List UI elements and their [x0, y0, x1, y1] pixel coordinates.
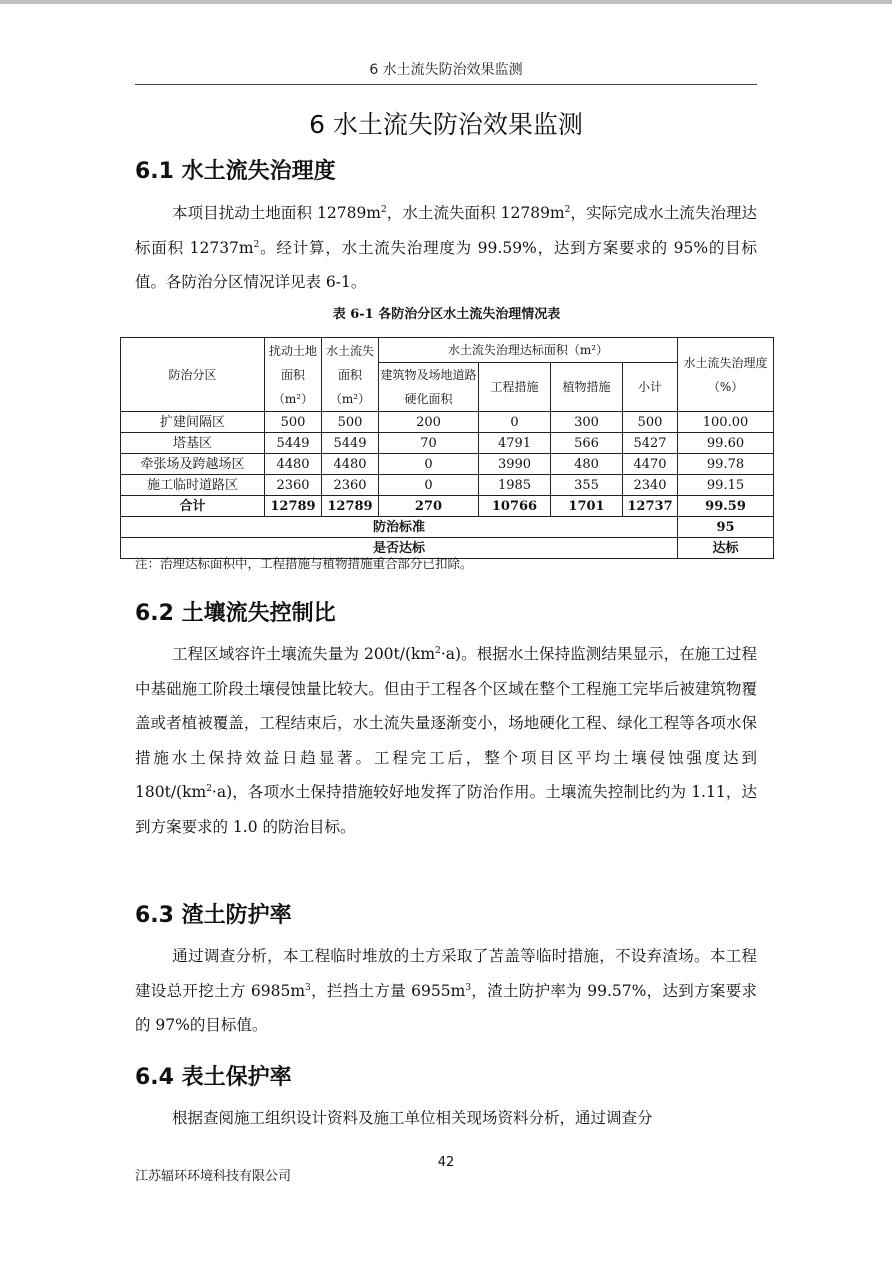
section-6-3-title: 6.3 渣土防护率: [135, 903, 292, 928]
header-disturbed-area: 扰动土地面积（m²）: [265, 338, 322, 412]
table-header-row: [121, 338, 774, 363]
text-run: ·a)，各项水土保持措施较好地发挥了防治作用。土壤流失控制比约为 1.11，达到方案要求的 1.0 的防治目标。: [135, 783, 757, 836]
superscript: 3: [305, 982, 311, 993]
cell-building: 70: [379, 433, 479, 454]
header-zone: 防治分区: [121, 338, 265, 412]
section-6-4-paragraph: [135, 1101, 757, 1136]
table-note: 注：治理达标面积中，工程措施与植物措施重合部分已扣除。: [135, 556, 473, 571]
cell-vegetation: 355: [551, 475, 623, 496]
header-treated-group: 水土流失治理达标面积（m²）: [379, 338, 678, 363]
superscript: 2: [206, 783, 212, 794]
section-6-2-paragraph: [135, 637, 757, 844]
cell-degree: 100.00: [678, 412, 774, 433]
cell-building: 270: [379, 496, 479, 517]
cell-zone: 合计: [121, 496, 265, 517]
cell-zone: 牵张场及跨越场区: [121, 454, 265, 475]
section-6-1-title: 6.1 水土流失治理度: [135, 159, 336, 184]
cell-subtotal: 4470: [623, 454, 678, 475]
header-subtotal: 小计: [623, 363, 678, 412]
cell-zone: 扩建间隔区: [121, 412, 265, 433]
page-top-border: [0, 0, 892, 4]
cell-met-label: 是否达标: [121, 538, 678, 559]
text-run: ，水土流失面积 12789m: [386, 204, 565, 222]
cell-vegetation: 300: [551, 412, 623, 433]
cell-loss: 4480: [322, 454, 379, 475]
cell-loss: 12789: [322, 496, 379, 517]
cell-engineering: 0: [479, 412, 551, 433]
cell-disturbed: 2360: [265, 475, 322, 496]
cell-building: 0: [379, 454, 479, 475]
cell-loss: 500: [322, 412, 379, 433]
table-row: [121, 412, 774, 433]
superscript: 2: [381, 204, 387, 215]
cell-degree: 99.78: [678, 454, 774, 475]
page-number: 42: [437, 1155, 455, 1170]
cell-subtotal: 500: [623, 412, 678, 433]
section-6-4-title: 6.4 表土保护率: [135, 1065, 292, 1090]
cell-engineering: 10766: [479, 496, 551, 517]
governance-table: [120, 337, 774, 559]
cell-met-value: 达标: [678, 538, 774, 559]
cell-building: 200: [379, 412, 479, 433]
cell-vegetation: 1701: [551, 496, 623, 517]
superscript: 3: [465, 982, 472, 993]
cell-engineering: 1985: [479, 475, 551, 496]
cell-subtotal: 5427: [623, 433, 678, 454]
cell-engineering: 3990: [479, 454, 551, 475]
company-name: 江苏辐环环境科技有限公司: [135, 1169, 292, 1184]
header-loss-area: 水土流失面积（m²）: [322, 338, 379, 412]
cell-degree: 99.59: [678, 496, 774, 517]
text-run: 通过调查分析，本工程临时堆放的土方采取了苫盖等临时措施，不设弃渣场。本工程建设总开挖土方 6985m: [135, 947, 757, 1000]
table-row: [121, 475, 774, 496]
text-run: 工程区域容许土壤流失量为 200t/(km: [172, 645, 436, 663]
header-degree: 水土流失治理度（%）: [678, 338, 774, 412]
text-run: ·a)。根据水土保持监测结果显示，在施工过程中基础施工阶段土壤侵蚀量比较大。但由于工程各个区域在整个工程施工完毕后被建筑物覆盖或者植被覆盖，工程结束后，水土流失量逐渐变小，场地硬化工程、绿化工程等各项水保措施水土保持效益日趋显著。工程完工后，整个项目区平均土壤侵蚀强度达到 180t/(km: [135, 645, 757, 801]
table-row: [121, 433, 774, 454]
table-total-row: [121, 496, 774, 517]
cell-building: 0: [379, 475, 479, 496]
table-caption: 表 6-1 各防治分区水土流失治理情况表: [332, 307, 561, 322]
text-run: ，实际完成水土流失治理达标面积 12737m: [135, 204, 757, 257]
cell-engineering: 4791: [479, 433, 551, 454]
table-row: [121, 454, 774, 475]
cell-standard-label: 防治标准: [121, 517, 678, 538]
section-6-3-paragraph: [135, 939, 757, 1043]
cell-disturbed: 4480: [265, 454, 322, 475]
running-header: 6 水土流失防治效果监测: [369, 62, 523, 78]
superscript: 2: [253, 239, 260, 250]
cell-disturbed: 500: [265, 412, 322, 433]
cell-degree: 99.60: [678, 433, 774, 454]
cell-standard-value: 95: [678, 517, 774, 538]
cell-zone: 塔基区: [121, 433, 265, 454]
cell-subtotal: 2340: [623, 475, 678, 496]
text-run: 。经计算，水土流失治理度为 99.59%，达到方案要求的 95%的目标值。各防治分区情况详见表 6-1。: [135, 238, 757, 291]
section-6-1-paragraph: [135, 196, 757, 300]
cell-loss: 5449: [322, 433, 379, 454]
cell-disturbed: 12789: [265, 496, 322, 517]
text-run: ，渣土防护率为 99.57%，达到方案要求的 97%的目标值。: [135, 981, 758, 1034]
cell-degree: 99.15: [678, 475, 774, 496]
cell-disturbed: 5449: [265, 433, 322, 454]
text-run: 本项目扰动土地面积 12789m: [172, 204, 381, 222]
cell-zone: 施工临时道路区: [121, 475, 265, 496]
header-building: 建筑物及场地道路硬化面积: [379, 363, 479, 412]
cell-vegetation: 480: [551, 454, 623, 475]
cell-subtotal: 12737: [623, 496, 678, 517]
cell-vegetation: 566: [551, 433, 623, 454]
chapter-title: 6 水土流失防治效果监测: [309, 110, 583, 139]
text-run: 根据查阅施工组织设计资料及施工单位相关现场资料分析，通过调查分: [172, 1109, 653, 1127]
table-standard-row: [121, 517, 774, 538]
header-vegetation: 植物措施: [551, 363, 623, 412]
superscript: 2: [435, 645, 441, 656]
header-engineering: 工程措施: [479, 363, 551, 412]
text-run: ，拦挡土方量 6955m: [310, 981, 466, 1000]
section-6-2-title: 6.2 土壤流失控制比: [135, 601, 336, 626]
header-rule: [135, 84, 757, 85]
superscript: 2: [564, 204, 571, 215]
cell-loss: 2360: [322, 475, 379, 496]
